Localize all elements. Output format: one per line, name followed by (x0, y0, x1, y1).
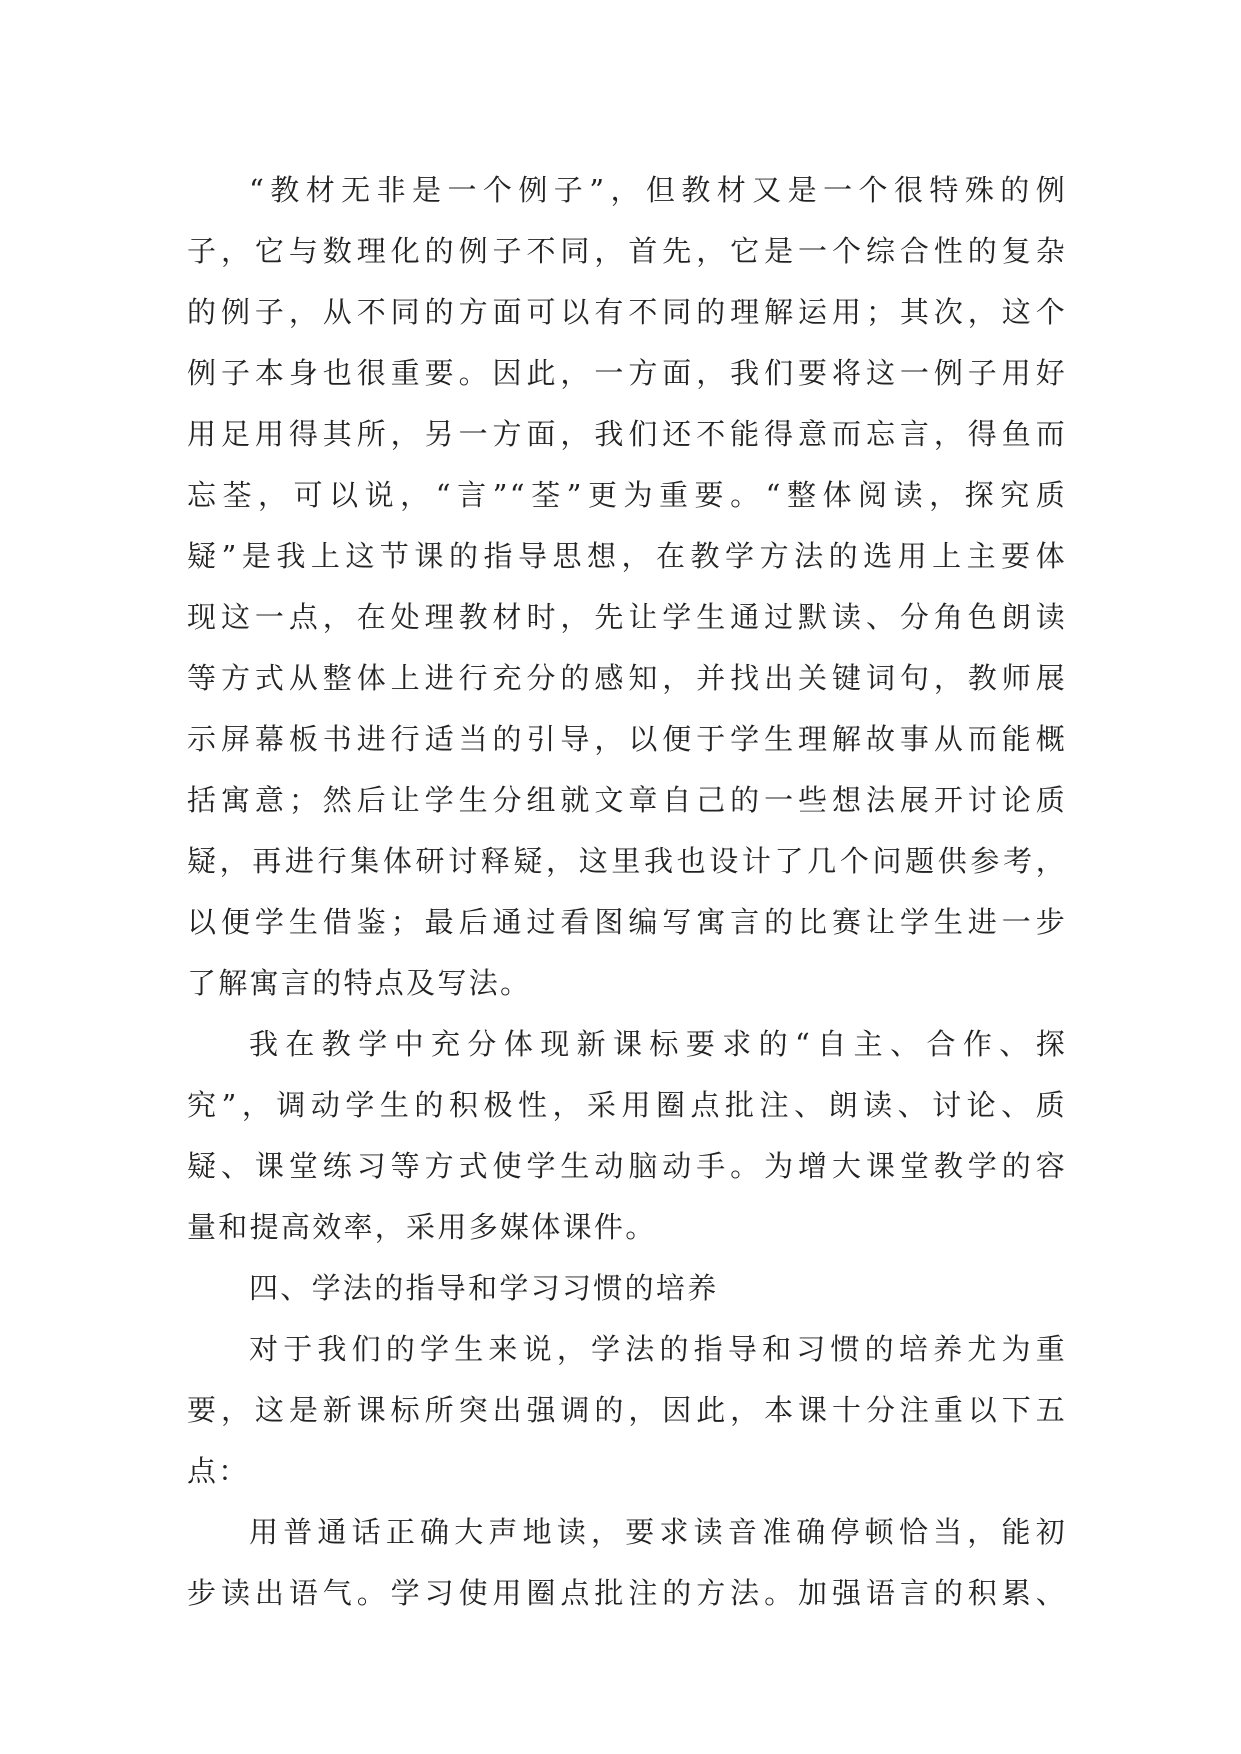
text-line: 我在教学中充分体现新课标要求的“自主、合作、探 (249, 1027, 1067, 1061)
text-line: 量和提高效率，采用多媒体课件。 (187, 1210, 657, 1244)
text-line: 要，这是新课标所突出强调的，因此，本课十分注重以下五 (187, 1393, 1067, 1427)
text-line: 例子本身也很重要。因此，一方面，我们要将这一例子用好 (187, 356, 1067, 390)
text-line: 对于我们的学生来说，学法的指导和习惯的培养尤为重 (249, 1332, 1067, 1366)
text-line: 疑”是我上这节课的指导思想，在教学方法的选用上主要体 (187, 539, 1067, 573)
text-line: 现这一点，在处理教材时，先让学生通过默读、分角色朗读 (187, 600, 1067, 634)
text-line: 疑、课堂练习等方式使学生动脑动手。为增大课堂教学的容 (187, 1149, 1067, 1183)
text-line: 括寓意；然后让学生分组就文章自己的一些想法展开讨论质 (187, 783, 1067, 817)
section-heading: 四、学法的指导和学习习惯的培养 (249, 1271, 719, 1305)
text-line: 忘荃，可以说，“言”“荃”更为重要。“整体阅读，探究质 (187, 478, 1067, 512)
text-line: 示屏幕板书进行适当的引导，以便于学生理解故事从而能概 (187, 722, 1067, 756)
text-line: 疑，再进行集体研讨释疑，这里我也设计了几个问题供参考， (187, 844, 1067, 878)
body-text (187, 160, 1067, 1624)
text-line: 子，它与数理化的例子不同，首先，它是一个综合性的复杂 (187, 234, 1067, 268)
text-line: 究”，调动学生的积极性，采用圈点批注、朗读、讨论、质 (187, 1088, 1067, 1122)
text-line: 了解寓言的特点及写法。 (187, 966, 532, 1000)
text-line: 步读出语气。学习使用圈点批注的方法。加强语言的积累、 (187, 1576, 1067, 1610)
text-line: 点： (187, 1454, 250, 1488)
text-line: 以便学生借鉴；最后通过看图编写寓言的比赛让学生进一步 (187, 905, 1067, 939)
text-line: 的例子，从不同的方面可以有不同的理解运用；其次，这个 (187, 295, 1067, 329)
text-line: 等方式从整体上进行充分的感知，并找出关键词句，教师展 (187, 661, 1067, 695)
text-line: “教材无非是一个例子”，但教材又是一个很特殊的例 (249, 173, 1067, 207)
text-line: 用足用得其所，另一方面，我们还不能得意而忘言，得鱼而 (187, 417, 1067, 451)
text-line: 用普通话正确大声地读，要求读音准确停顿恰当，能初 (249, 1515, 1067, 1549)
